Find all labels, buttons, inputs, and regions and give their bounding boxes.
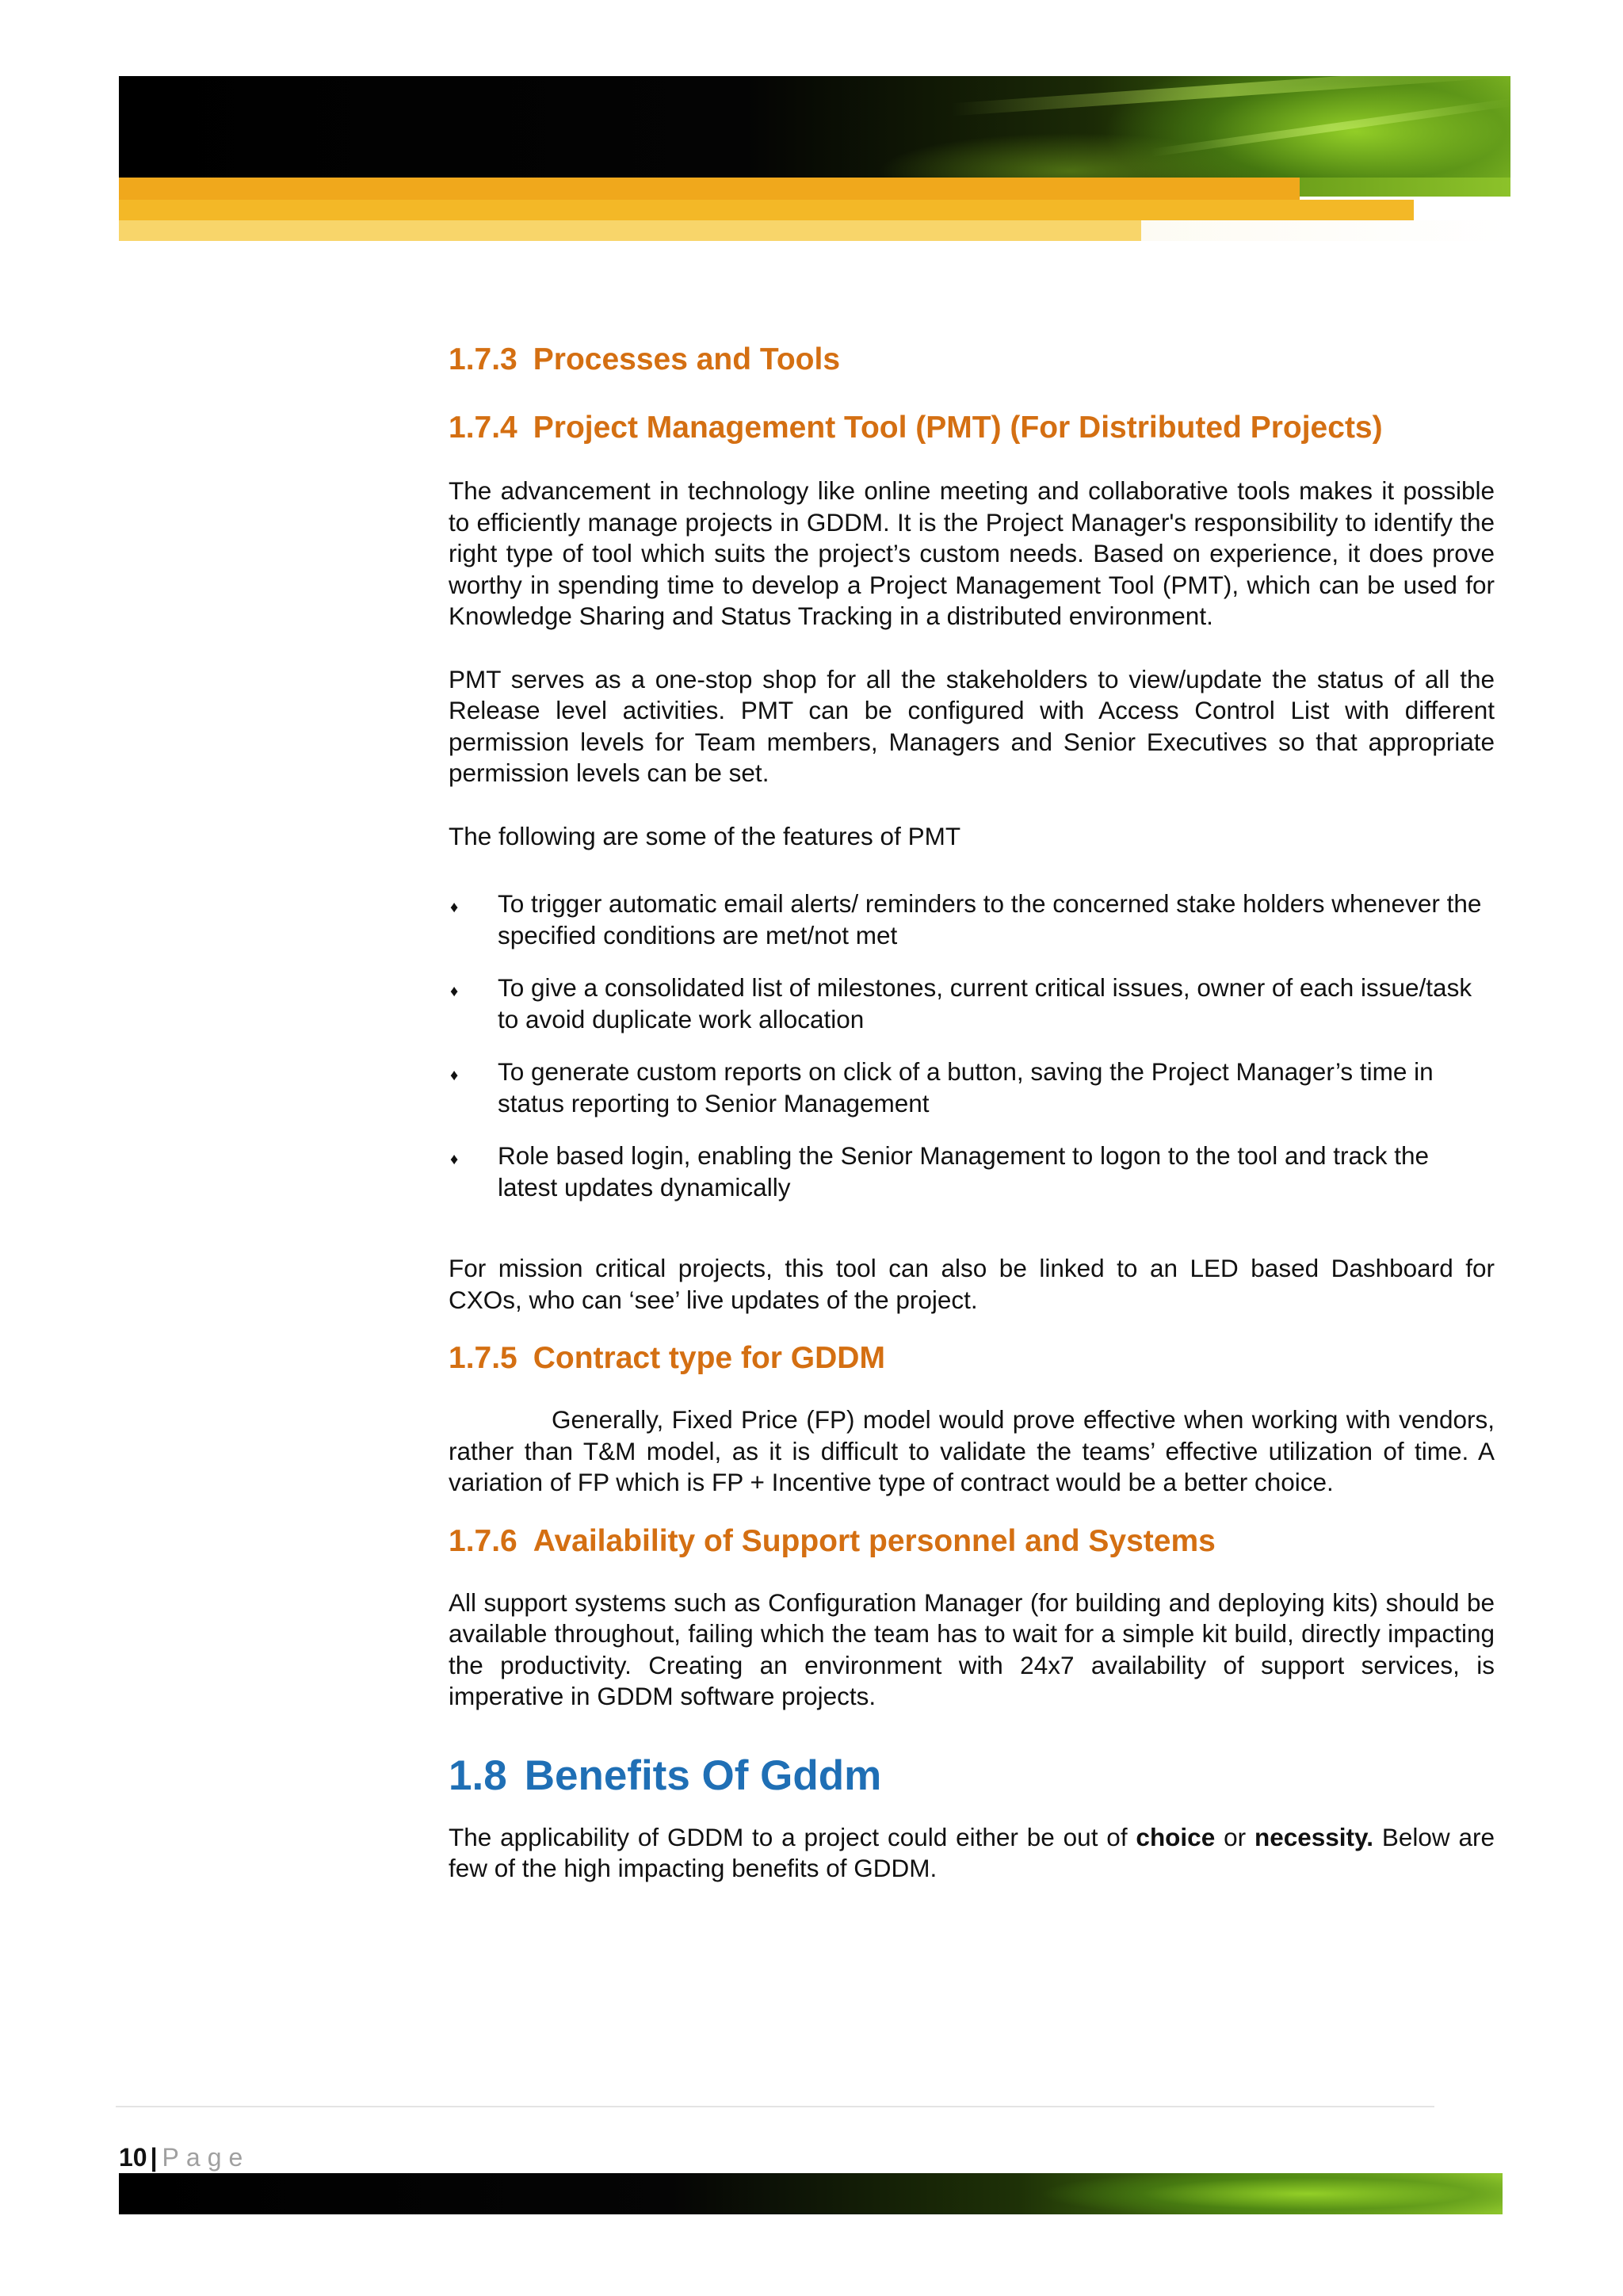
paragraph: PMT serves as a one-stop shop for all the stakeholders to view/update the status of all the Release level activities. PMT can be configured with Access Control List with different permission levels for Team members, Managers and Senior Executives so that appropriate permission levels can be set. [449,664,1495,787]
paragraph: Generally, Fixed Price (FP) model would prove effective when working with vendors, rather than T&M model, as it is difficult to validate the teams’ effective utilization of time. A variation of FP which is FP + Incentive type of contract would be a better choice. [449,1405,1495,1496]
heading-1-7-5 [449,1339,1495,1377]
paragraph: The advancement in technology like online meeting and collaborative tools makes it possible to efficiently manage projects in GDDM. It is the Project Manager's responsibility to identify the right type of tool which suits the project’s custom needs. Based on experience, it does prove worthy in spending time to develop a Project Management Tool (PMT), which can be used for Knowledge Sharing and Status Tracking in a distributed environment. [449,476,1495,630]
footer-banner [119,2173,1503,2214]
section-number: 1.7.5 [449,1341,517,1375]
header-green-stripe [1300,178,1510,197]
bold-text: choice [1136,1822,1216,1851]
heading-1-7-3 [449,341,1495,379]
header-yellow-stripe [119,220,1141,241]
page-label: Page [162,2143,250,2172]
diamond-bullet-icon: ♦ [450,1067,459,1084]
page-separator: | [150,2143,158,2172]
section-number: 1.8 [449,1752,507,1799]
paragraph: The following are some of the features of PMT [449,821,961,850]
diamond-bullet-icon: ♦ [450,1151,459,1168]
section-title: Processes and Tools [533,342,841,376]
page-content [449,341,1495,1885]
list-item [449,1056,1495,1119]
text-run: Below are few of the high impacting benefits of GDDM. [449,1822,1495,1882]
text-run: or [1215,1822,1254,1851]
heading-1-7-4 [449,409,1495,447]
list-item [449,1140,1495,1203]
list-item-text: Role based login, enabling the Senior Management to logon to the tool and track the latest updates dynamically [498,1141,1430,1201]
page-number [119,2141,250,2173]
header-fade-stripe [1141,220,1510,241]
heading-1-7-6 [449,1522,1495,1561]
bold-text: necessity. [1254,1822,1373,1851]
header-orange-stripe [119,178,1300,200]
section-number: 1.7.6 [449,1523,517,1558]
paragraph: For mission critical projects, this tool can also be linked to an LED based Dashboard for CXOs, who can ‘see’ live updates of the project. [449,1254,1495,1314]
text-run: The applicability of GDDM to a project could either be out of [449,1822,1136,1851]
section-title: Contract type for GDDM [533,1341,885,1375]
list-item-text: To trigger automatic email alerts/ reminders to the concerned stake holders whenever the specified conditions are met/not met [498,889,1482,949]
heading-1-8 [449,1751,1495,1801]
footer-divider [116,2106,1434,2107]
header-amber-stripe [119,200,1414,220]
paragraph [449,1822,1495,1885]
diamond-bullet-icon: ♦ [450,983,459,1000]
list-item-text: To generate custom reports on click of a button, saving the Project Manager’s time in status reporting to Senior Management [498,1057,1434,1117]
section-title: Benefits Of Gddm [524,1752,882,1799]
section-number: 1.7.4 [449,411,517,445]
feature-list [449,888,1495,1203]
diamond-bullet-icon: ♦ [450,899,459,916]
list-item-text: To give a consolidated list of milestones, current critical issues, owner of each issue/task to avoid duplicate work allocation [498,973,1472,1033]
list-item [449,972,1495,1035]
paragraph: All support systems such as Configuration Manager (for building and deploying kits) should be available throughout, failing which the team has to wait for a simple kit build, directly impacting the productivity. Creating an environment with 24x7 availability of support services, is imperative in GDDM software projects. [449,1587,1495,1710]
section-number: 1.7.3 [449,342,517,376]
list-item [449,888,1495,951]
section-title: Availability of Support personnel and Systems [533,1523,1216,1558]
page-number-value: 10 [119,2143,147,2172]
section-title: Project Management Tool (PMT) (For Distributed Projects) [533,411,1383,445]
header-banner [119,76,1510,244]
